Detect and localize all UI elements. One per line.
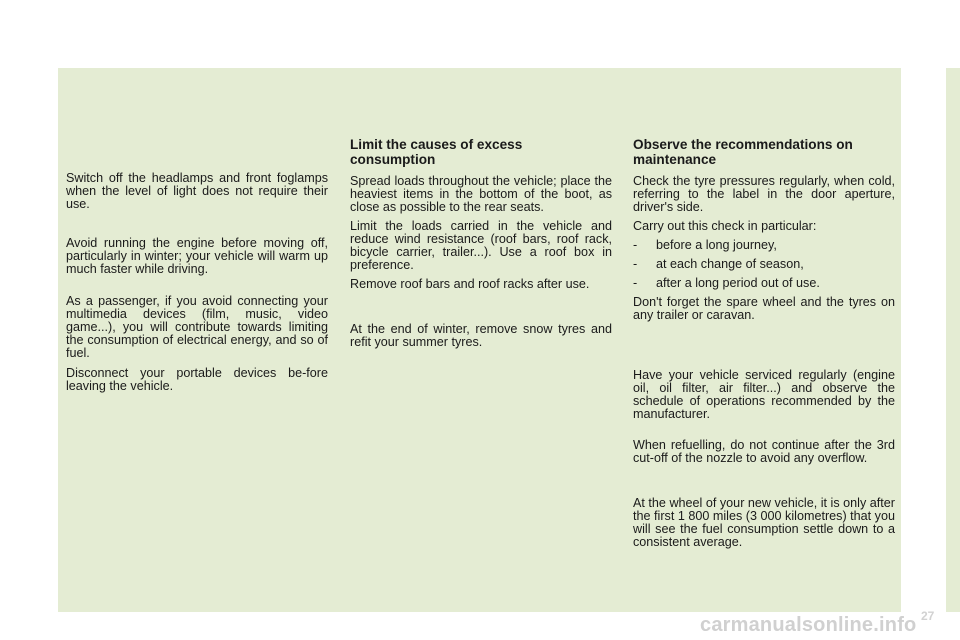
tip-engine-warmup: Avoid running the engine before moving off, particularly in winter; your vehicle will warm up much faster while driving. — [66, 236, 328, 276]
margin-strip — [946, 68, 960, 612]
watermark: carmanualsonline.info — [700, 614, 917, 636]
section-heading-excess-consumption: Limit the causes of excess consumption — [350, 137, 523, 167]
check-list — [633, 239, 895, 290]
tip-tyre-pressures: Check the tyre pressures regularly, when cold, referring to the label in the door aperture, driver's side. — [633, 174, 895, 214]
tip-limit-loads: Limit the loads carried in the vehicle and reduce wind resistance (roof bars, roof rack, bicycle carrier, trailer...). Use a roof box in preference. — [350, 219, 612, 272]
tip-headlamps: Switch off the headlamps and front foglamps when the level of light does not require their use. — [66, 171, 328, 211]
list-item: - before a long journey, — [633, 238, 777, 252]
tip-servicing: Have your vehicle serviced regularly (engine oil, oil filter, air filter...) and observe the schedule of operations recommended by the manufacturer. — [633, 368, 895, 421]
tip-multimedia: As a passenger, if you avoid connecting your multimedia devices (film, music, video game...), you will contribute towards limiting the consumption of electrical energy, and so of fuel. — [66, 294, 328, 360]
column-1 — [66, 172, 328, 393]
tip-refuelling: When refuelling, do not continue after the 3rd cut-off of the nozzle to avoid any overflow. — [633, 438, 895, 465]
tip-remove-roof-bars: Remove roof bars and roof racks after use. — [350, 277, 590, 291]
column-3 — [633, 137, 895, 549]
list-item: - at each change of season, — [633, 257, 804, 271]
tip-new-vehicle: At the wheel of your new vehicle, it is only after the first 1 800 miles (3 000 kilometres) that you will see the fuel consumption settle down to a consistent average. — [633, 496, 895, 549]
tip-spread-loads: Spread loads throughout the vehicle; place the heaviest items in the bottom of the boot, as close as possible to the rear seats. — [350, 174, 612, 214]
check-intro: Carry out this check in particular: — [633, 219, 817, 233]
tip-snow-tyres: At the end of winter, remove snow tyres and refit your summer tyres. — [350, 322, 612, 349]
section-heading-maintenance: Observe the recommendations on maintenance — [633, 137, 853, 167]
page-number: 27 — [921, 609, 935, 623]
list-item: - after a long period out of use. — [633, 276, 820, 290]
tip-portable-devices: Disconnect your portable devices be-fore leaving the vehicle. — [66, 366, 328, 393]
column-2 — [350, 137, 612, 349]
tip-spare-wheel: Don't forget the spare wheel and the tyres on any trailer or caravan. — [633, 295, 895, 322]
